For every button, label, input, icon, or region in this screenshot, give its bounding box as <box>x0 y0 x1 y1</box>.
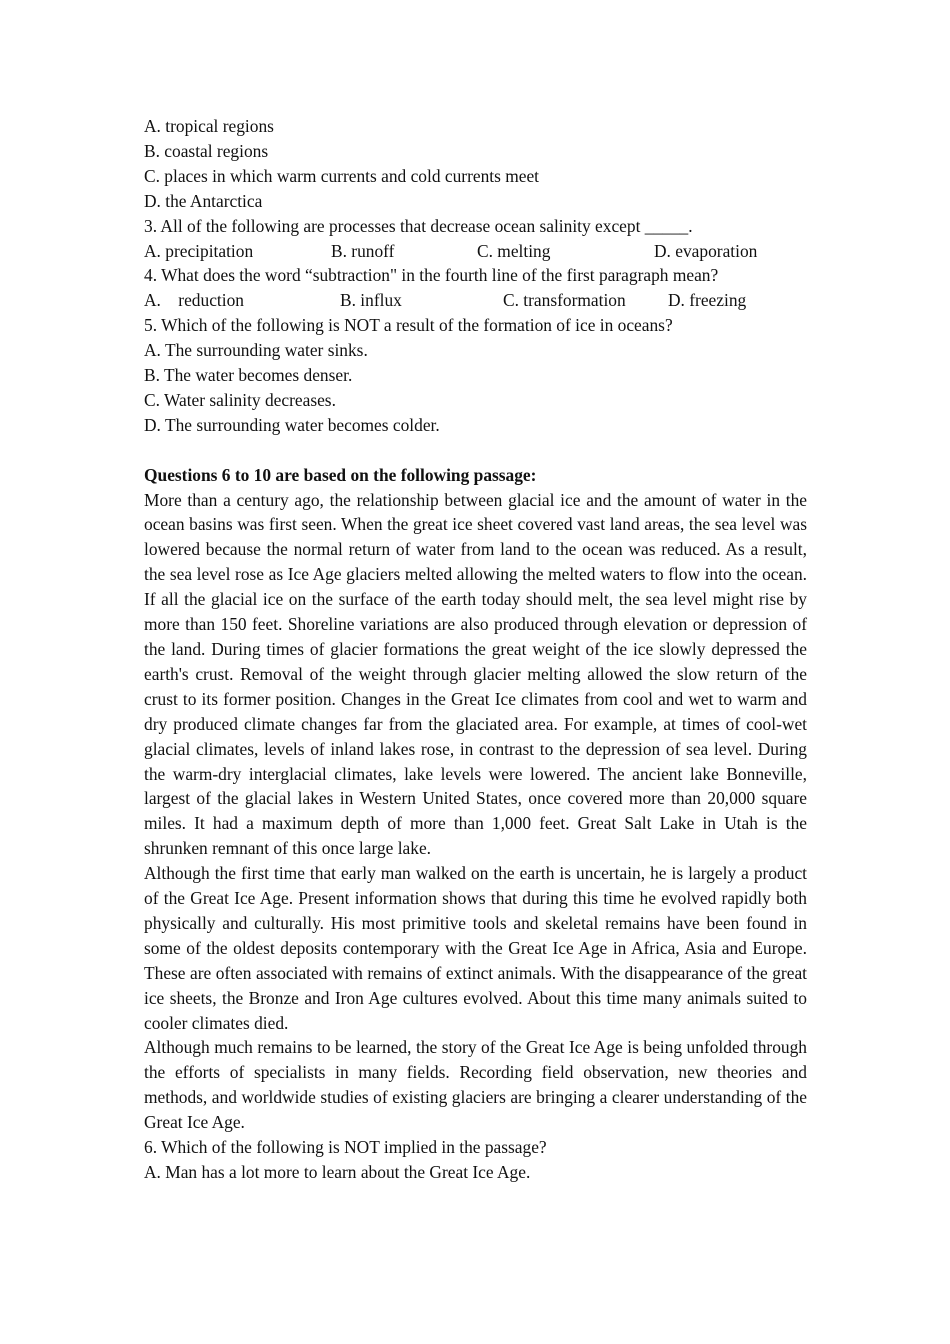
q3-option-a: A. precipitation <box>144 240 254 261</box>
q5-option-b: B. The water becomes denser. <box>144 365 353 386</box>
q5-option-c: C. Water salinity decreases. <box>144 389 336 410</box>
q4-option-b: B. influx <box>340 290 402 311</box>
blank-line <box>144 438 807 463</box>
q5-option-a: A. The surrounding water sinks. <box>144 340 368 361</box>
q3-option-b: B. runoff <box>331 240 395 261</box>
q2-option-a: A. tropical regions <box>144 116 274 136</box>
passage-paragraph-3: Although much remains to be learned, the story of the Great Ice Age is being unfolded through the efforts of specialists in many fields. Recording field observation, new theories and methods, and worldwide studies of existing glaciers are bringing a clearer understanding of the Great Ice Age. <box>144 1037 807 1133</box>
q5-question: 5. Which of the following is NOT a result of the formation of ice in oceans? <box>144 315 673 336</box>
q5-option-d: D. The surrounding water becomes colder. <box>144 414 440 435</box>
q4-option-d: D. freezing <box>668 290 747 311</box>
q2-option-d: D. the Antarctica <box>144 190 263 211</box>
q2-option-c: C. places in which warm currents and cold currents meet <box>144 165 540 186</box>
passage-heading: Questions 6 to 10 are based on the following passage: <box>144 464 537 485</box>
passage-paragraph-1: More than a century ago, the relationship between glacial ice and the amount of water in the ocean basins was first seen. When the great ice sheet covered vast land areas, the sea level was lowered because the normal return of water from land to the ocean was reduced. As a result, the sea level rose as Ice Age glaciers melted allowing the melted waters to flow into the ocean. If all the glacial ice on the surface of the earth today should melt, the sea level might rise by more than 150 feet. Shoreline variations are also produced through elevation or depression of the land. During times of glacier formations the great weight of the ice slowly depressed the earth's crust. Removal of the weight through glacier melting allowed the slow return of the crust to its former position. Changes in the Great Ice climates from cool and wet to warm and dry produced climate changes far from the glaciated area. For example, at times of cool-wet glacial climates, levels of inland lakes rose, in contrast to the depression of sea level. During the warm-dry interglacial climates, lake levels were lowered. The ancient lake Bonneville, largest of the glacial lakes in Western United States, once covered more than 20,000 square miles. It had a maximum depth of more than 1,000 feet. Great Salt Lake in Utah is the shrunken remnant of this once large lake. <box>144 489 807 859</box>
q4-option-a: A. reduction <box>144 290 244 311</box>
q3-option-c: C. melting <box>477 240 551 261</box>
q3-option-d: D. evaporation <box>654 240 758 261</box>
document-page <box>144 114 807 1185</box>
q3-question: 3. All of the following are processes that decrease ocean salinity except _____. <box>144 215 693 236</box>
q6-option-a: A. Man has a lot more to learn about the Great Ice Age. <box>144 1162 531 1183</box>
q4-option-c: C. transformation <box>503 290 626 311</box>
q4-question: 4. What does the word “subtraction" in the fourth line of the first paragraph mean? <box>144 265 719 286</box>
q4-options <box>144 288 807 313</box>
q6-question: 6. Which of the following is NOT implied in the passage? <box>144 1137 547 1158</box>
q3-options <box>144 239 807 264</box>
passage-paragraph-2: Although the first time that early man walked on the earth is uncertain, he is largely a product of the Great Ice Age. Present information shows that during this time he evolved rapidly both physically and culturally. His most primitive tools and skeletal remains have been found in some of the oldest deposits contemporary with the Great Ice Age in Africa, Asia and Europe. These are often associated with remains of extinct animals. With the disappearance of the great ice sheets, the Bronze and Iron Age cultures evolved. About this time many animals suited to cooler climates died. <box>144 863 807 1033</box>
q2-option-b: B. coastal regions <box>144 140 269 161</box>
